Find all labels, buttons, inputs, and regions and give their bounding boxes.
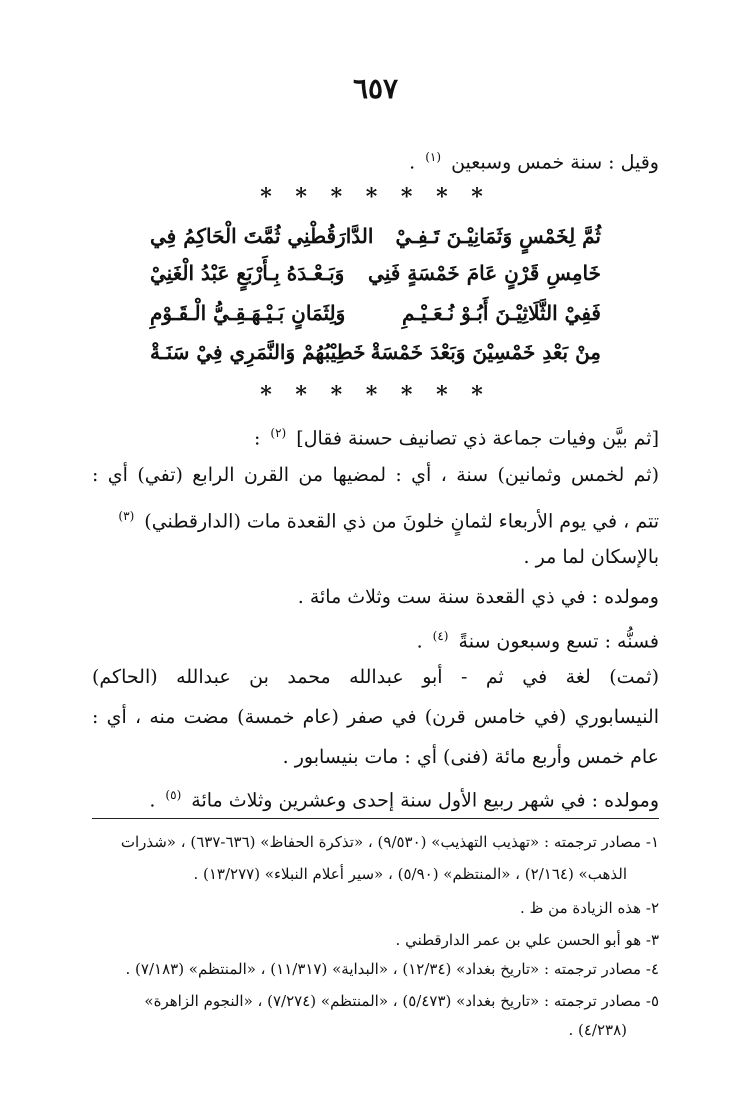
page-number: ٦٥٧ — [352, 72, 399, 105]
commentary-text: ومولده : في شهر ربيع الأول سنة إحدى وعشرين وثلاث مائة — [191, 789, 659, 812]
commentary-text: فسنُّه : تسع وسبعون سنةً — [458, 630, 659, 653]
footnote-1-line-1: ١- مصادر ترجمته : «تهذيب التهذيب» (٩/٥٣٠) ، «تذكرة الحفاظ» (٦٣٦-٦٣٧) ، «شذرات — [120, 833, 659, 851]
stars-separator-bottom: * * * * * * * — [260, 382, 491, 408]
verse-hemistich-second: خَطِيْبُهُمْ وَالنَّمَرِي فِيْ سَنَـةْ — [150, 340, 366, 364]
commentary-end: : — [253, 427, 261, 450]
footnote-ref-3: (٣) — [118, 509, 135, 523]
verse-hemistich-first: خَامِسِ قَرْنٍ عَامَ خَمْسَةٍ فَنِي — [368, 261, 601, 285]
commentary-line: (ثم لخمس وثمانين) سنة ، أي : لمضيها من القرن الرابع (تفي) أي : — [92, 464, 659, 486]
commentary-line — [92, 418, 659, 453]
intro-line — [92, 142, 659, 177]
verse-hemistich-first: ثُمَّ لِخَمْسٍ وَثَمَانِيْـنَ تَـفِـيْ — [395, 224, 601, 248]
commentary-line — [92, 780, 659, 815]
footnote-4: ٤- مصادر ترجمته : «تاريخ بغداد» (١٢/٣٤) ، «البداية» (١١/٣١٧) ، «المنتظم» (٧/١٨٣) . — [125, 960, 659, 978]
commentary-line: ومولده : في ذي القعدة سنة ست وثلاث مائة . — [297, 586, 659, 608]
verse-row — [150, 257, 601, 291]
verse-hemistich-first: فَفِيْ الثَّلَاثِيْـنَ أَبُـوْ نُـعَـيْـمِ — [402, 301, 601, 325]
commentary-line: النيسابوري (في خامس قرن) في صفر (عام خمسة) مضت منه ، أي : — [92, 706, 659, 728]
footnote-divider — [92, 818, 659, 819]
verse-hemistich-first: مِنْ بَعْدِ خَمْسِيْنَ وَبَعْدَ خَمْسَةْ — [370, 340, 601, 364]
intro-text: وقيل : سنة خمس وسبعين — [451, 151, 659, 174]
footnote-ref-5: (٥) — [165, 788, 182, 802]
verse-row — [150, 297, 601, 331]
commentary-text: [ثم بيَّن وفيات جماعة ذي تصانيف حسنة فقال] — [296, 427, 659, 450]
verse-row — [150, 220, 601, 254]
commentary-text: تتم ، في يوم الأربعاء لثمانٍ خلونَ من ذي القعدة مات (الدارقطني) — [144, 510, 659, 533]
commentary-line: عام خمس وأربع مائة (فنى) أي : مات بنيسابور . — [282, 746, 659, 768]
stars-separator-top: * * * * * * * — [260, 184, 491, 210]
footnote-3: ٣- هو أبو الحسن علي بن عمر الدارقطني . — [395, 931, 659, 949]
footnote-ref-4: (٤) — [432, 629, 449, 643]
footnote-ref-2: (٢) — [270, 426, 287, 440]
commentary-line — [92, 621, 659, 656]
footnote-5-line-1: ٥- مصادر ترجمته : «تاريخ بغداد» (٥/٤٧٣) ، «المنتظم» (٧/٢٧٤) ، «النجوم الزاهرة» — [144, 992, 659, 1010]
verse-hemistich-second: وَبَـعْـدَهُ بِـأَرْبَعٍ عَبْدُ الْغَنِيْ — [150, 261, 345, 285]
verse-hemistich-second: وَلِثَمَانٍ بَـيْـهَـقِـيُّ الْـقَـوْمِ — [150, 301, 346, 325]
commentary-line — [92, 501, 659, 536]
commentary-line: بالإسكان لما مر . — [523, 546, 659, 568]
verse-row — [150, 336, 601, 370]
commentary-end: . — [149, 789, 156, 812]
verse-hemistich-second: الدَّارَقُطْنِي ثُمَّتَ الْحَاكِمُ فِي — [150, 224, 374, 248]
commentary-line: (ثمت) لغة في ثم - أبو عبدالله محمد بن عبدالله (الحاكم) — [92, 666, 659, 688]
footnote-1-line-2: الذهب» (٢/١٦٤) ، «المنتظم» (٥/٩٠) ، «سير أعلام النبلاء» (١٣/٢٧٧) . — [193, 865, 627, 883]
commentary-end: . — [416, 630, 423, 653]
footnote-2: ٢- هذه الزيادة من ظ . — [519, 899, 659, 917]
footnote-ref-1: (١) — [425, 150, 442, 164]
footnote-5-line-2: (٤/٢٣٨) . — [568, 1021, 627, 1039]
intro-end: . — [409, 151, 416, 174]
